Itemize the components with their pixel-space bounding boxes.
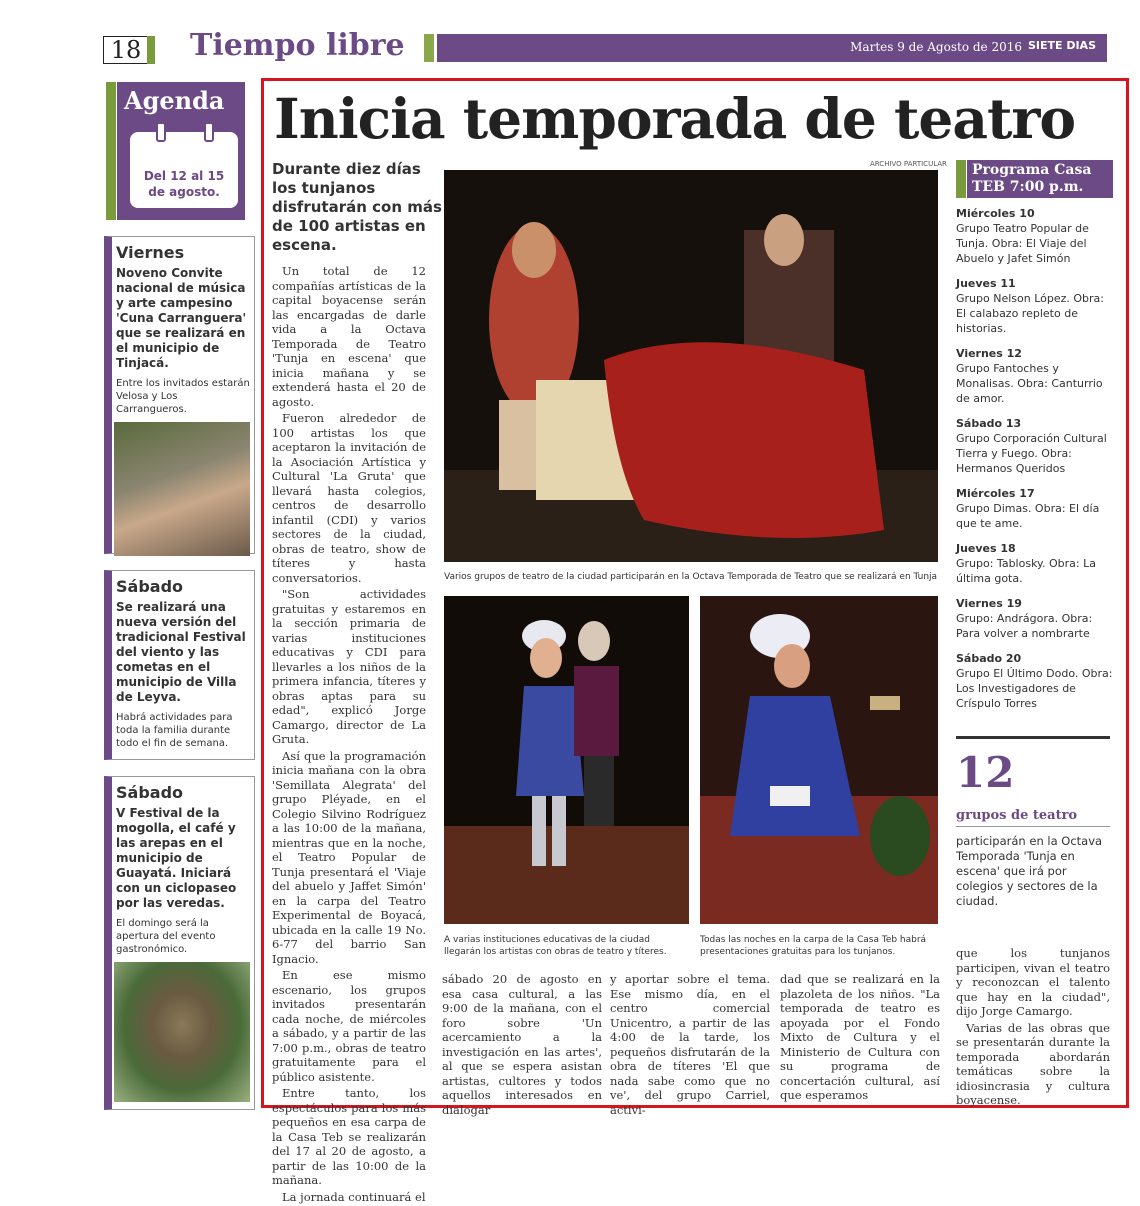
highlight-label: grupos de teatro <box>956 808 1078 823</box>
actors-photo-illustration <box>444 596 689 924</box>
agenda-dates: Del 12 al 15 de agosto. <box>143 169 225 199</box>
paragraph: Entre tanto, los espectáculos para los más pequeños en esa carpa de la Casa Teb se realizarán del 17 al 20 de agosto, a partir de las 10:00 de la mañana. <box>272 1086 426 1187</box>
calendar-ring-icon <box>156 122 166 142</box>
agenda-item-day: Sábado <box>116 783 184 802</box>
agenda-item-note: Habrá actividades para toda la familia durante todo el fin de semana. <box>116 712 233 749</box>
brand-logo: SIETE DIAS <box>1027 39 1096 52</box>
stage-photo-illustration <box>444 170 938 562</box>
article-column-5 <box>956 946 1110 1110</box>
paragraph: Un total de 12 compañías artísticas de la capital boyacense serán las encargadas de darle vida a la Octava Temporada de Teatro 'Tunja en escena' que inicia mañana y se extenderá hasta el 20 de agosto. <box>272 264 426 409</box>
photo-girl-stage <box>700 596 938 924</box>
program-desc: Grupo Dimas. Obra: El día que te ame. <box>956 502 1100 530</box>
highlight-text: participarán en la Octava Temporada 'Tunja en escena' que irá por colegios y sectores de la ciudad. <box>956 834 1103 908</box>
paragraph: Varias de las obras que se presentarán durante la temporada abordarán temáticas sobre la idiosincrasia y cultura boyacense. <box>956 1020 1110 1107</box>
photo-credit: ARCHIVO PARTICULAR <box>870 160 947 168</box>
issue-date: Martes 9 de Agosto de 2016 <box>850 40 1022 54</box>
program-item <box>956 596 1114 641</box>
caption-main: Varios grupos de teatro de la ciudad participarán en la Octava Temporada de Teatro que se realizará en Tunja <box>444 572 938 582</box>
program-desc: Grupo: Andrágora. Obra: Para volver a nombrarte <box>956 612 1093 640</box>
program-day: Viernes 19 <box>956 597 1022 610</box>
agenda-item-saturday-1 <box>104 570 255 760</box>
program-day: Sábado 13 <box>956 417 1022 430</box>
program-item <box>956 541 1114 586</box>
program-day: Miércoles 10 <box>956 207 1035 220</box>
paragraph: y aportar sobre el tema. Ese mismo día, en el centro comercial Unicentro, a partir de las 4:00 de la tarde, los pequeños disfrutarán de la obra de títeres 'El que nada sabe como que no ve', del grupo Carriel, activi- <box>610 972 770 1117</box>
program-title: Programa Casa TEB 7:00 p.m. <box>972 162 1092 195</box>
program-desc: Grupo Corporación Cultural Tierra y Fuego. Obra: Hermanos Queridos <box>956 432 1107 475</box>
photo-actors <box>444 596 689 924</box>
program-item <box>956 276 1114 336</box>
agenda-item-day: Viernes <box>116 243 185 262</box>
header-accent-bar <box>424 34 434 62</box>
girl-photo-illustration <box>700 596 938 924</box>
program-item <box>956 651 1114 711</box>
highlight-divider <box>956 826 1110 827</box>
agenda-item-friday <box>104 236 255 554</box>
program-day: Sábado 20 <box>956 652 1022 665</box>
page-number: 18 <box>103 36 149 64</box>
photo-main-stage <box>444 170 938 562</box>
agenda-item-lead: Noveno Convite nacional de música y arte campesino 'Cuna Carranguera' que se realizará en el municipio de Tinjacá. <box>116 266 247 370</box>
program-desc: Grupo Nelson López. Obra: El calabazo repleto de historias. <box>956 292 1105 335</box>
paragraph: que los tunjanos participen, vivan el teatro y reconozcan el talento que hay en la ciudad", dijo Jorge Camargo. <box>956 946 1110 1018</box>
program-item <box>956 346 1114 406</box>
paragraph: La jornada continuará el <box>282 1189 426 1204</box>
program-desc: Grupo Fantoches y Monalisas. Obra: Canturrio de amor. <box>956 362 1103 405</box>
agenda-item-note: Entre los invitados estarán Velosa y Los Carrangueros. <box>116 378 250 415</box>
article-subhead: Durante diez días los tunjanos disfrutarán con más de 100 artistas en escena. <box>272 160 442 254</box>
agenda-item-note: El domingo será la apertura del evento gastronómico. <box>116 918 216 955</box>
program-day: Viernes 12 <box>956 347 1022 360</box>
program-day: Jueves 11 <box>956 277 1016 290</box>
article-headline: Inicia temporada de teatro <box>274 86 1076 151</box>
article-column-2 <box>442 972 602 1119</box>
program-accent-bar <box>956 160 966 198</box>
program-day: Jueves 18 <box>956 542 1016 555</box>
paragraph: "Son actividades gratuitas y estaremos en la sección primaria de varias instituciones educativas y CDI para llevarles a los niños de la primera infancia, títeres y obras aptas para su edad", explicó Jorge Camargo, director de La Gruta. <box>272 587 426 746</box>
article-column-4 <box>780 972 940 1105</box>
paragraph: En ese mismo escenario, los grupos invitados presentarán cada noche, de miércoles a sábado, y a partir de las 7:00 p.m., obras de teatro gratuitamente para el público asistente. <box>272 968 426 1084</box>
paragraph: Fueron alrededor de 100 artistas los que aceptaron la invitación de la Asociación Artística y Cultural 'La Gruta' que llevará hasta colegios, centros de desarrollo infantil (CDI) y varios sectores de la ciudad, obras de teatro, show de títeres y hasta conversatorios. <box>272 411 426 585</box>
program-item <box>956 416 1114 476</box>
agenda-item-day: Sábado <box>116 577 184 596</box>
program-item <box>956 206 1114 266</box>
program-desc: Grupo: Tablosky. Obra: La última gota. <box>956 557 1096 585</box>
photo-musician <box>114 422 250 556</box>
agenda-accent-bar <box>106 82 116 220</box>
paragraph: dad que se realizará en la plazoleta de los niños. "La temporada de teatro es apoyada por el Fondo Mixto de Cultura y el Ministerio de Cultura con su programa de concertación cultural, así que esperamos <box>780 972 940 1102</box>
photo-sculpture <box>114 962 250 1102</box>
paragraph: sábado 20 de agosto en esa casa cultural, a las 9:00 de la mañana, con el foro sobre 'Un acercamiento a la investigación en las artes', al que se espera asistan artistas, cultores y todos aquellos interesados en dialogar <box>442 972 602 1117</box>
article-column-3 <box>610 972 770 1119</box>
paragraph: Así que la programación inicia mañana con la obra 'Semillata Alegrata' del grupo Pléyade, en el Colegio Silvino Rodríguez a las 10:00 de la mañana, mientras que en la noche, el Teatro Popular de Tunja presentará el 'Viaje del abuelo y Jaffet Simón' en la carpa del Teatro Experimental de Boyacá, ubicada en la calle 19 No. 6-77 del barrio San Ignacio. <box>272 748 426 966</box>
program-desc: Grupo Teatro Popular de Tunja. Obra: El Viaje del Abuelo y Jafet Simón <box>956 222 1089 265</box>
caption-actors: A varias instituciones educativas de la ciudad llegarán los artistas con obras de teatro y títeres. <box>444 935 667 957</box>
agenda-item-saturday-2 <box>104 776 255 1110</box>
agenda-item-lead: Se realizará una nueva versión del tradicional Festival del viento y las cometas en el municipio de Villa de Leyva. <box>116 600 246 704</box>
program-item <box>956 486 1114 531</box>
agenda-item-lead: V Festival de la mogolla, el café y las arepas en el municipio de Guayatá. Iniciará con un ciclopaseo por las veredas. <box>116 806 237 910</box>
program-divider <box>956 736 1110 739</box>
caption-girl: Todas las noches en la carpa de la Casa Teb habrá presentaciones gratuitas para los tunjanos. <box>700 935 927 957</box>
calendar-ring-icon <box>204 122 214 142</box>
article-column-1 <box>272 264 426 1206</box>
agenda-title: Agenda <box>124 86 225 115</box>
program-list <box>956 206 1114 721</box>
program-day: Miércoles 17 <box>956 487 1035 500</box>
program-desc: Grupo El Último Dodo. Obra: Los Investigadores de Críspulo Torres <box>956 667 1113 710</box>
page-number-accent <box>147 36 155 64</box>
highlight-number: 12 <box>956 748 1015 797</box>
section-title: Tiempo libre <box>190 28 405 63</box>
